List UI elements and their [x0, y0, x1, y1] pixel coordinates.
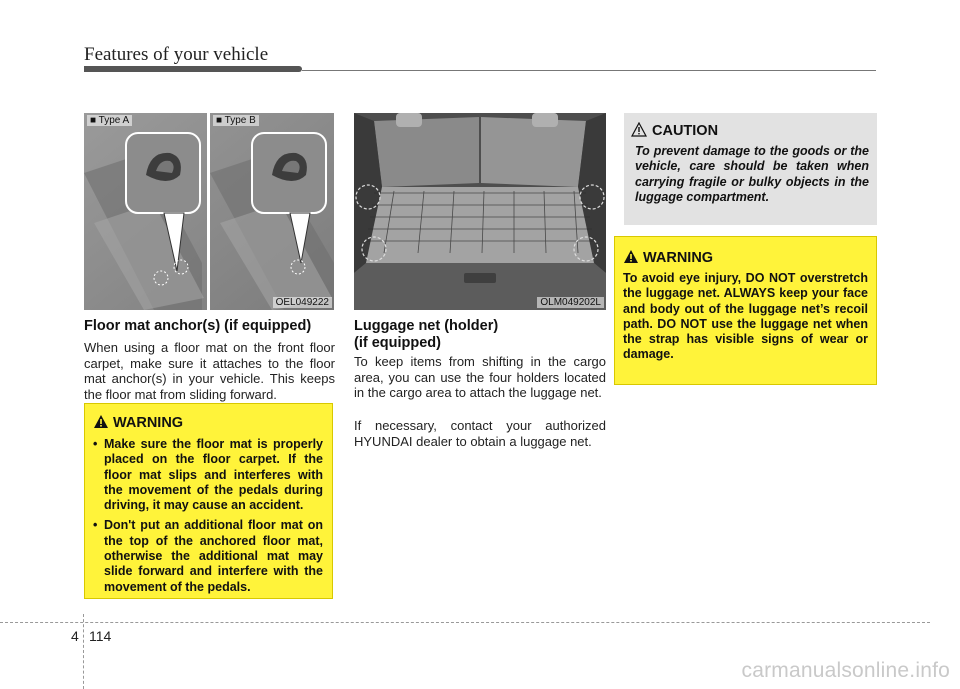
floor-mat-warning-list	[93, 437, 323, 600]
page-number: 114	[89, 628, 112, 644]
warning-title: WARNING	[113, 415, 184, 431]
section-title: Features of your vehicle	[84, 44, 269, 65]
floor-mat-anchor-figure	[84, 113, 334, 310]
luggage-net-warning-box	[614, 236, 877, 385]
warning-item: • Make sure the floor mat is properly placed on the floor carpet. If the floor mat slips and interferes with the movement of the pedals during driving, it may cause an accident.	[93, 437, 323, 513]
warning-item: • Don't put an additional floor mat on the top of the anchored floor mat, otherwise the additional mat may slide forward and interfere with the movement of the pedals.	[93, 518, 323, 594]
figure-code: OEL049222	[273, 297, 332, 308]
luggage-net-illustration	[354, 113, 606, 310]
luggage-net-warning-body: To avoid eye injury, DO NOT overstretch the luggage net. ALWAYS keep your face and body out of the luggage net’s recoil path. DO NOT use the luggage net when the strap has visible signs of wear or damage.	[623, 271, 868, 362]
warning-triangle-icon	[623, 249, 639, 264]
header-rule	[302, 70, 876, 71]
figure-code: OLM049202L	[537, 297, 604, 308]
type-a-label: ■ Type A	[87, 115, 132, 126]
floor-mat-heading: Floor mat anchor(s) (if equipped)	[84, 318, 312, 334]
caution-box	[624, 113, 877, 225]
footer-divider	[83, 614, 84, 689]
luggage-net-heading-line2: (if equipped)	[354, 335, 441, 351]
chapter-number: 4	[71, 628, 79, 644]
caution-title: CAUTION	[652, 123, 719, 139]
floor-mat-anchor-illustration	[84, 113, 334, 310]
caution-triangle-icon	[631, 122, 647, 137]
warning-title: WARNING	[643, 250, 714, 266]
header-bar	[84, 66, 302, 72]
floor-mat-warning-box	[84, 403, 333, 599]
luggage-net-figure	[354, 113, 606, 310]
luggage-net-heading-line1: Luggage net (holder)	[354, 318, 499, 334]
floor-mat-body: When using a floor mat on the front floor carpet, make sure it attaches to the floor mat anchor(s) in your vehicle. This keeps the floor mat from sliding forward.	[84, 340, 335, 402]
warning-triangle-icon	[93, 414, 109, 429]
watermark: carmanualsonline.info	[741, 659, 950, 682]
type-b-label: ■ Type B	[213, 115, 259, 126]
luggage-net-para2: If necessary, contact your authorized HYUNDAI dealer to obtain a luggage net.	[354, 418, 606, 449]
luggage-net-heading	[354, 318, 606, 352]
caution-body: To prevent damage to the goods or the vehicle, care should be taken when carrying fragile or bulky objects in the luggage compartment.	[635, 144, 869, 204]
footer-rule	[0, 622, 930, 623]
luggage-net-para1: To keep items from shifting in the cargo area, you can use the four holders located in the cargo area to attach the luggage net.	[354, 354, 606, 400]
